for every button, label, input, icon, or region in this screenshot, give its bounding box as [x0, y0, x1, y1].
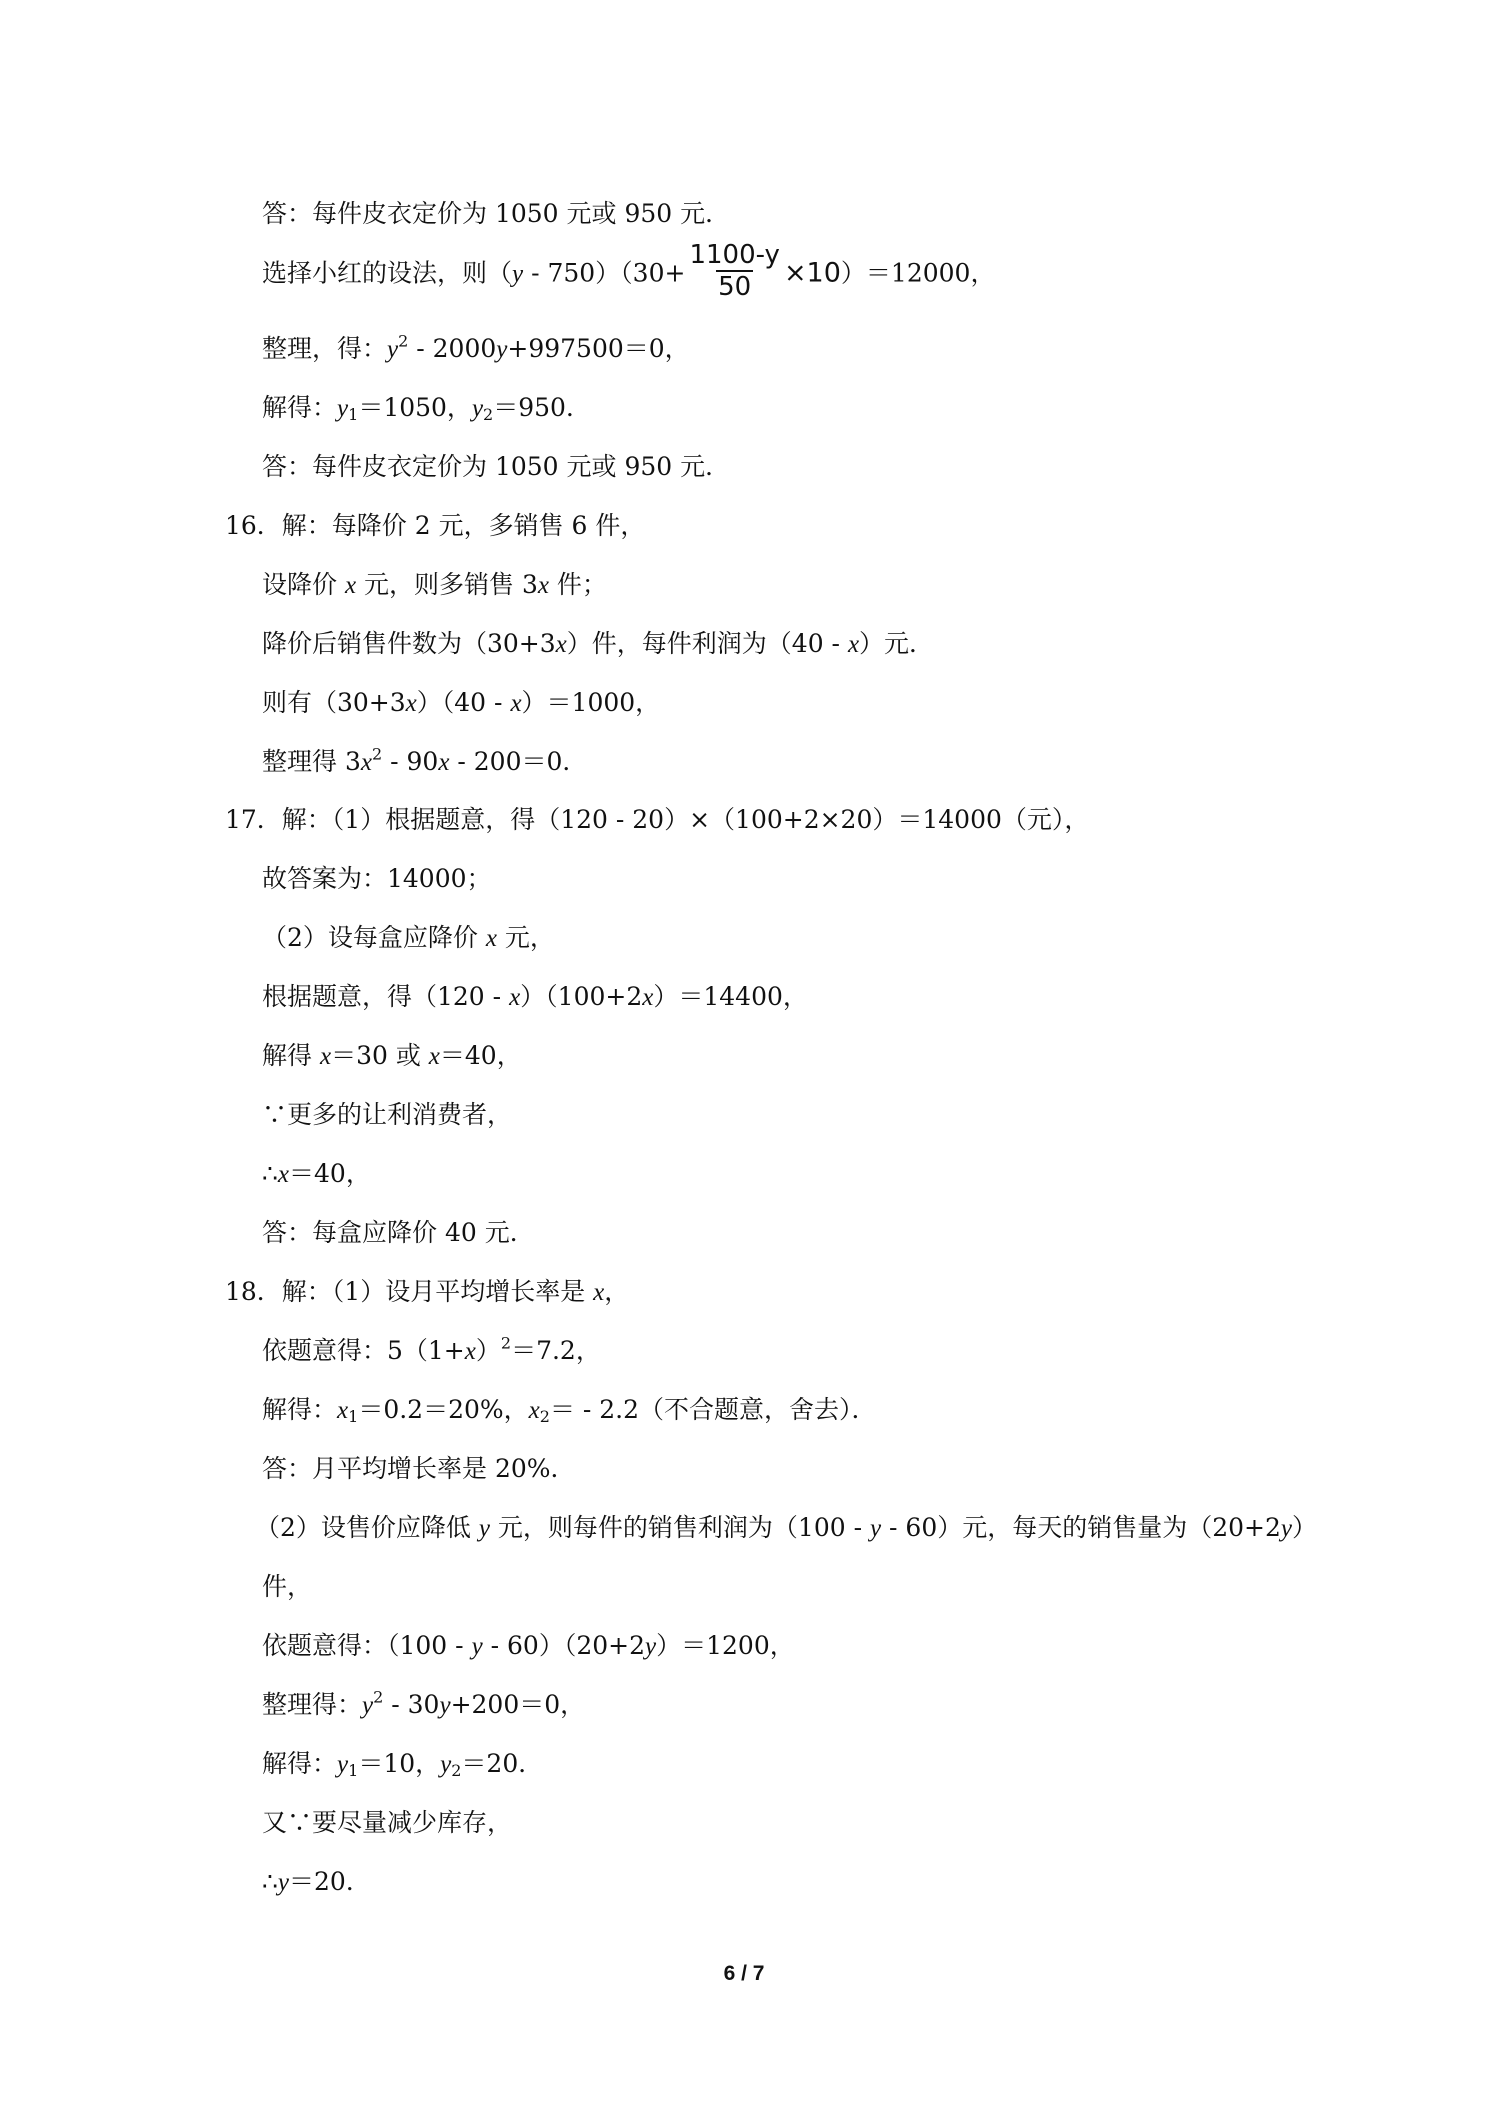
equation-line: 整理得 $3x^2 - 90x - 200=0$． [262, 744, 588, 776]
answer-line: 答：每件皮衣定价为 1050 元或 950 元． [262, 199, 731, 228]
text-line: 又∵要尽量减少库存， [262, 1808, 513, 1837]
text-line: （2）设每盒应降价 x 元， [262, 923, 555, 952]
answer-line: 答：每件皮衣定价为 1050 元或 950 元． [262, 452, 731, 481]
equation-line: 依题意得：（100 - y - 60）（20+2y）＝1200， [262, 1631, 795, 1660]
equation-line: ∴y＝20． [262, 1867, 371, 1896]
question-heading: 16．解：每降价 2 元，多销售 6 件， [225, 511, 646, 540]
answer-line: 故答案为：14000； [262, 864, 492, 893]
equation-line: 则有（30+3x）（40 - x）＝1000， [262, 688, 661, 717]
equation-line: 选择小红的设法，则（y - 750）（30+ $\frac{1100-y}{50}$ ×10）＝12000， [262, 240, 996, 302]
equation-line: 依题意得：$5(1+x)^2=7.2$， [262, 1333, 601, 1365]
text-line: 设降价 x 元，则多销售 3x 件； [262, 570, 607, 599]
equation-line: ∴x＝40， [262, 1159, 371, 1188]
equation-line: 解得：$y_1=1050$，$y_2=950$． [262, 393, 591, 424]
text-line: ∵更多的让利消费者， [262, 1100, 513, 1129]
equation-line: 解得：$y_1=10$，$y_2=20$． [262, 1749, 544, 1780]
text-line: （2）设售价应降低 y 元，则每件的销售利润为（100 - y - 60）元，每天的销售量为（20+2y） [255, 1513, 1318, 1542]
text-line: 降价后销售件数为（30+3x）件，每件利润为（40 - x）元． [262, 629, 935, 658]
answer-line: 答：每盒应降价 40 元． [262, 1218, 535, 1247]
text-line: 件， [262, 1572, 313, 1601]
question-heading: 18．解：（1）设月平均增长率是 x， [225, 1277, 630, 1306]
fraction: $\frac{1100-y}{50}$ [689, 240, 780, 302]
question-heading: 17．解：（1）根据题意，得（120 - 20）×（100+2×20）＝14000（元）， [225, 805, 1090, 834]
equation-line: 根据题意，得（120 - x）（100+2x）＝14400， [262, 982, 808, 1011]
equation-line: 解得 x＝30 或 x＝40， [262, 1041, 522, 1070]
page-number: 6 / 7 [723, 1962, 765, 1985]
equation-line: 解得：$x_1=0.2=20\%$，$x_2= - 2.2$（不合题意，舍去）． [262, 1395, 877, 1426]
answer-line: 答：月平均增长率是 20%． [262, 1454, 576, 1483]
equation-line: 整理，得：$y^2 - 2000y+997500=0$， [262, 331, 690, 363]
equation-line: 整理得：$y^2 - 30y+200=0$， [262, 1687, 586, 1719]
